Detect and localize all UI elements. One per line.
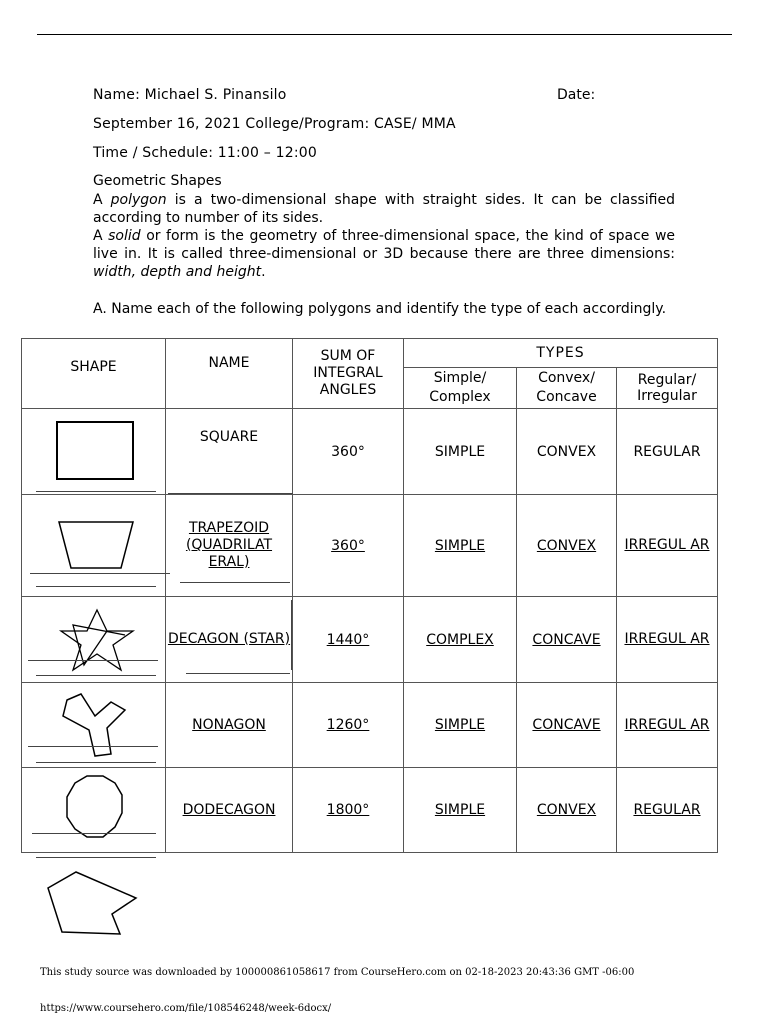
schedule-line: Time / Schedule: 11:00 – 12:00 xyxy=(93,145,317,161)
angle-sum: 1800° xyxy=(293,768,404,853)
angle-sum: 1440° xyxy=(293,597,404,683)
source-notice: This study source was downloaded by 100000861058617 from CourseHero.com on 02-18-2023 20:43:36 GMT -06:00 xyxy=(40,967,635,978)
col-header-shape: SHAPE xyxy=(22,339,166,409)
table-row xyxy=(22,683,718,768)
simple-complex-value: COMPLEX xyxy=(404,597,517,683)
shape-cell xyxy=(22,597,166,683)
convex-concave-value: CONCAVE xyxy=(517,597,617,683)
simple-complex-value: SIMPLE xyxy=(404,683,517,768)
section-title: Geometric Shapes xyxy=(93,173,222,189)
y-shape-icon xyxy=(49,692,139,758)
col-header-convex-concave: Convex/ Concave xyxy=(517,368,617,409)
table-row xyxy=(22,597,718,683)
top-rule xyxy=(37,34,732,35)
pentagon-shape-icon xyxy=(44,870,140,936)
stray-line xyxy=(28,660,158,661)
stray-line xyxy=(168,493,293,494)
col-header-name: NAME xyxy=(166,339,293,409)
shape-cell xyxy=(22,683,166,768)
instruction-text: A. Name each of the following polygons and identify the type of each accordingly. xyxy=(93,301,667,317)
shape-name: SQUARE xyxy=(166,409,293,495)
regular-irregular-value: IRREGUL AR xyxy=(617,495,718,597)
stray-line xyxy=(291,600,292,670)
col-header-regular-irregular: Regular/ Irregular xyxy=(617,368,718,409)
stray-line xyxy=(36,762,156,763)
stray-line xyxy=(32,833,156,834)
col-header-sum: SUM OF INTEGRAL ANGLES xyxy=(293,339,404,409)
table-header-row xyxy=(22,339,718,368)
stray-line xyxy=(28,746,158,747)
stray-line xyxy=(36,857,156,858)
stray-line xyxy=(30,573,170,574)
table-row xyxy=(22,409,718,495)
shape-cell xyxy=(22,409,166,495)
convex-concave-value: CONVEX xyxy=(517,768,617,853)
simple-complex-value: SIMPLE xyxy=(404,768,517,853)
regular-irregular-value: REGULAR xyxy=(617,409,718,495)
shape-name: DODECAGON xyxy=(166,768,293,853)
dodecagon-shape-icon xyxy=(49,773,139,847)
shape-cell xyxy=(22,768,166,853)
trapezoid-shape-icon xyxy=(49,516,139,576)
polygon-definition: A polygon is a two-dimensional shape with straight sides. It can be classified according to number of its sides. xyxy=(93,192,675,226)
star-shape-icon xyxy=(49,607,139,673)
angle-sum: 1260° xyxy=(293,683,404,768)
table-row xyxy=(22,495,718,597)
polygons-table xyxy=(21,338,718,853)
regular-irregular-value: IRREGUL AR xyxy=(617,597,718,683)
stray-line xyxy=(186,673,290,674)
date-program-line: September 16, 2021 College/Program: CASE/ MMA xyxy=(93,116,456,132)
shape-cell xyxy=(22,495,166,597)
shape-name: TRAPEZOID (QUADRILAT ERAL) xyxy=(166,495,293,597)
shape-name: DECAGON (STAR) xyxy=(166,597,293,683)
square-shape-icon xyxy=(49,417,139,487)
angle-sum: 360° xyxy=(293,409,404,495)
regular-irregular-value: IRREGUL AR xyxy=(617,683,718,768)
stray-line xyxy=(36,586,156,587)
regular-irregular-value: REGULAR xyxy=(617,768,718,853)
source-url[interactable]: https://www.coursehero.com/file/108546248/week-6docx/ xyxy=(40,1003,332,1014)
stray-line xyxy=(36,675,156,676)
col-header-types: TYPES xyxy=(404,339,718,368)
col-header-simple-complex: Simple/ Complex xyxy=(404,368,517,409)
simple-complex-value: SIMPLE xyxy=(404,495,517,597)
angle-sum: 360° xyxy=(293,495,404,597)
solid-definition: A solid or form is the geometry of three-dimensional space, the kind of space we live in. It is called three-dimensional or 3D because there are three dimensions: width, depth and height. xyxy=(93,228,676,280)
simple-complex-value: SIMPLE xyxy=(404,409,517,495)
table-row xyxy=(22,768,718,853)
convex-concave-value: CONVEX xyxy=(517,495,617,597)
date-label: Date: xyxy=(557,87,596,103)
stray-line xyxy=(36,491,156,492)
convex-concave-value: CONVEX xyxy=(517,409,617,495)
student-name: Name: Michael S. Pinansilo xyxy=(93,87,287,103)
shape-name: NONAGON xyxy=(166,683,293,768)
convex-concave-value: CONCAVE xyxy=(517,683,617,768)
stray-line xyxy=(180,582,290,583)
